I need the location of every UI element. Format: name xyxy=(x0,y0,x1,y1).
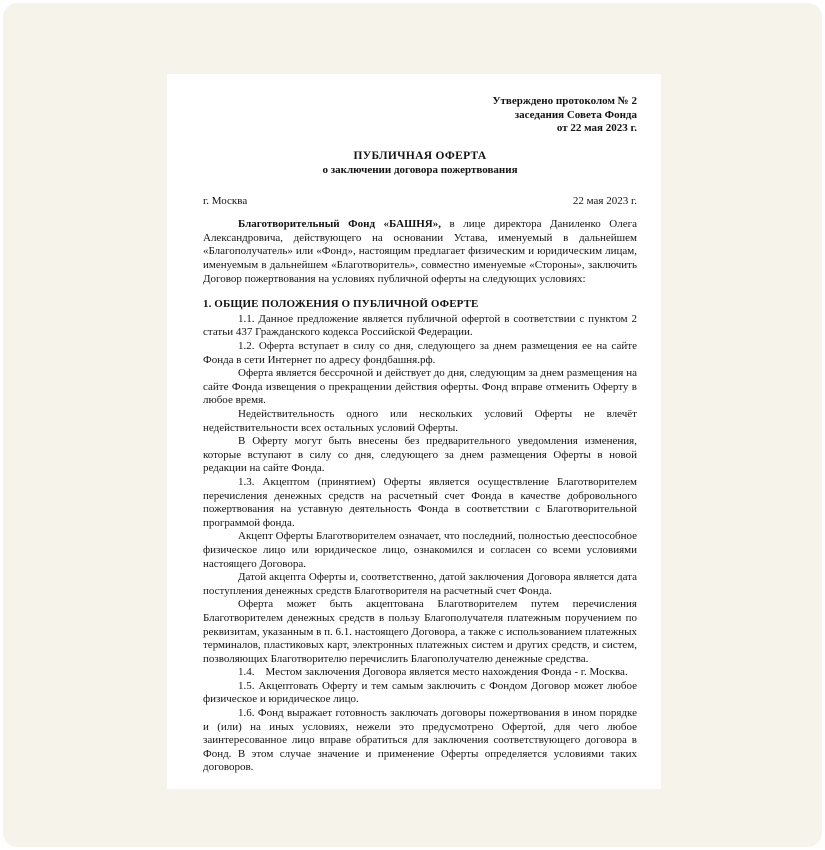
body-paragraph: 1.6. Фонд выражает готовность заключать договоры пожертвования в ином порядке и (или) на иных условиях, нежели это предусмотрено Офертой, для чего любое заинтересованное лицо вправе обратиться для заключения соответствующего договора в Фонд. В этом случае значение и применение Оферты определяется условиями таких договоров. xyxy=(203,707,637,774)
body-paragraph: Оферта может быть акцептована Благотворителем путем перечисления Благотворителем денежных средств в пользу Благополучателя платежным поручением по реквизитам, указанным в п. 6.1. настоящего Договора, а также с использованием платежных терминалов, пластиковых карт, электронных платежных систем и других средств, и систем, позволяющих Благотворителю перечислить Благополучателю денежные средства. xyxy=(203,598,637,665)
approval-line: от 22 мая 2023 г. xyxy=(556,122,637,134)
document-title: ПУБЛИЧНАЯ ОФЕРТА xyxy=(353,149,487,162)
document-subtitle: о заключении договора пожертвования xyxy=(322,164,518,177)
approval-block xyxy=(203,95,637,136)
body-paragraph: 1.2. Оферта вступает в силу со дня, следующего за днем размещения ее на сайте Фонда в сети Интернет по адресу фондбашня.рф. xyxy=(203,340,637,366)
approval-line: заседания Совета Фонда xyxy=(514,108,637,121)
body-paragraph: Датой акцепта Оферты и, соответственно, датой заключения Договора является дата поступления денежных средств Благотворителя на расчетный счет Фонда. xyxy=(203,571,637,597)
approval-line: Утверждено протоколом № 2 xyxy=(492,95,637,107)
place-date-row xyxy=(203,195,637,209)
body-paragraph: Акцепт Оферты Благотворителем означает, что последний, полностью дееспособное физическое лицо или юридическое лицо, ознакомился и согласен со всеми условиями настоящего Договора. xyxy=(203,530,637,570)
fund-name-bold: Благотворительный Фонд «БАШНЯ», xyxy=(238,218,441,231)
body-paragraph: Недействительность одного или нескольких условий Оферты не влечёт недействительности всех остальных условий Оферты. xyxy=(203,408,637,434)
body-paragraph: 1.4. Местом заключения Договора является место нахождения Фонда - г. Москва. xyxy=(238,666,628,679)
intro-paragraph-text: в лице директора Даниленко Олега Александровича, действующего на основании Устава, именуемый в дальнейшем «Благополучатель» или «Фонд», настоящим предлагает физическим и юридическим лицам, именуемым в дальнейшем «Благотворитель», совместно именуемые «Стороны», заключить Договор пожертвования на условиях публичной оферты на следующих условиях: xyxy=(203,218,637,285)
body-paragraph: Оферта является бессрочной и действует до дня, следующим за днем размещения на сайте Фонда извещения о прекращении действия оферты. Фонд вправе отменить Оферту в любое время. xyxy=(203,367,637,407)
paragraphs-container xyxy=(203,313,637,775)
place-label: г. Москва xyxy=(203,194,248,207)
document-page xyxy=(167,74,661,789)
body-paragraph: 1.5. Акцептовать Оферту и тем самым заключить с Фондом Договор может любое физическое и юридическое лицо. xyxy=(203,679,637,706)
intro-paragraph xyxy=(203,218,637,286)
body-paragraph: 1.3. Акцептом (принятием) Оферты является осуществление Благотворителем перечисления денежных средств на расчетный счет Фонда в качестве добровольного пожертвования на уставную деятельность Фонда в соответствии с Благотворительной программой фонда. xyxy=(203,475,637,529)
body-paragraph: 1.1. Данное предложение является публичной офертой в соответствии с пунктом 2 статьи 437 Гражданского кодекса Российской Федерации. xyxy=(203,312,637,339)
date-label: 22 мая 2023 г. xyxy=(572,194,637,207)
body-paragraph: В Оферту могут быть внесены без предварительного уведомления изменения, которые вступают в силу со дня, следующего за днем размещения Оферты в новой редакции на сайте Фонда. xyxy=(203,435,637,475)
document-viewer-card xyxy=(3,3,822,847)
section-heading: 1. ОБЩИЕ ПОЛОЖЕНИЯ О ПУБЛИЧНОЙ ОФЕРТЕ xyxy=(203,298,479,311)
